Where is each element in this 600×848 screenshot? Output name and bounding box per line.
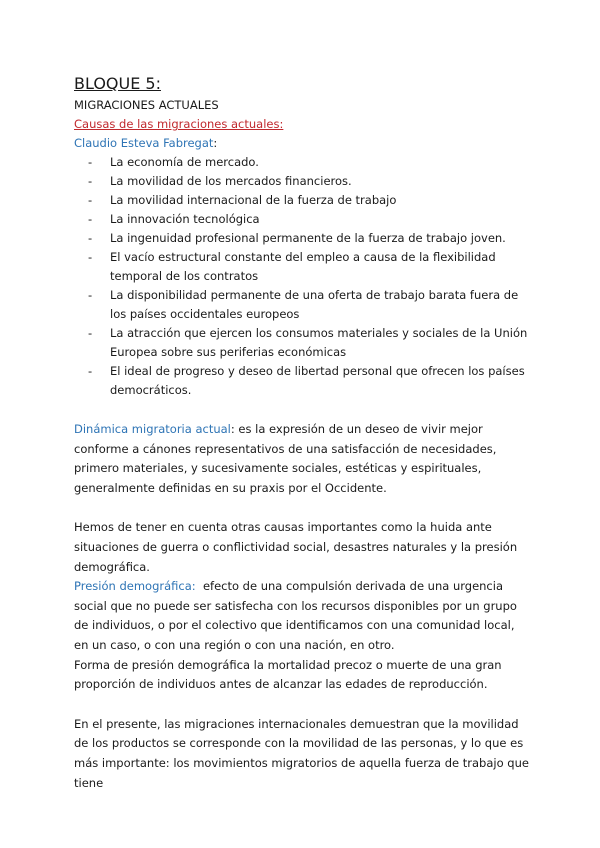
list-item	[88, 362, 530, 400]
otras-causas-paragraph: Hemos de tener en cuenta otras causas importantes como la huida ante situaciones de guerra o conflictividad social, desastres naturales y la presión demográfica.	[74, 520, 518, 574]
list-item-text: El vacío estructural constante del empleo a causa de la flexibilidad temporal de los contratos	[110, 250, 496, 283]
list-item-text: La economía de mercado.	[110, 155, 259, 169]
presion-text: efecto de una compulsión derivada de una urgencia social que no puede ser satisfecha con los recursos disponibles por un grupo de individuos, o por el colectivo que identificamos con una comunidad local, en un caso, o con una región o con una nación, en otro.	[74, 579, 521, 652]
list-item	[88, 229, 530, 248]
bullet-dash: -	[88, 326, 93, 340]
list-item	[88, 153, 530, 172]
dinamica-term: Dinámica migratoria actual	[74, 422, 231, 436]
block-title: BLOQUE 5:	[74, 74, 161, 93]
bullet-dash: -	[88, 212, 93, 226]
presion-term: Presión demográfica:	[74, 579, 196, 594]
bullet-dash: -	[88, 364, 93, 378]
author-line	[74, 134, 530, 153]
list-item-text: El ideal de progreso y deseo de libertad personal que ofrecen los países democráticos.	[110, 364, 525, 397]
list-item-text: La movilidad internacional de la fuerza de trabajo	[110, 193, 397, 207]
author-name: Claudio Esteva Fabregat	[74, 136, 214, 150]
spacer	[74, 400, 530, 420]
spacer	[74, 498, 530, 518]
author-colon: :	[213, 136, 218, 150]
forma-presion-paragraph: Forma de presión demográfica la mortalidad precoz o muerte de una gran proporción de individuos antes de alcanzar las edades de reproducción.	[74, 657, 502, 692]
bullet-dash: -	[88, 288, 93, 302]
list-item-text: La ingenuidad profesional permanente de la fuerza de trabajo joven.	[110, 231, 506, 245]
list-item-text: La movilidad de los mercados financieros.	[110, 174, 352, 188]
list-item	[88, 191, 530, 210]
list-item-text: La innovación tecnológica	[110, 212, 260, 226]
list-item	[88, 172, 530, 191]
bullet-dash: -	[88, 174, 93, 188]
spacer	[74, 695, 530, 715]
bullet-dash: -	[88, 250, 93, 264]
list-item	[88, 210, 530, 229]
section-subtitle: MIGRACIONES ACTUALES	[74, 98, 219, 112]
presente-paragraph: En el presente, las migraciones internacionales demuestran que la movilidad de los productos se corresponde con la movilidad de las personas, y lo que es más importante: los movimientos migratorios de aquella fuerza de trabajo que tiene	[74, 716, 529, 790]
list-item-text: La atracción que ejercen los consumos materiales y sociales de la Unión Europea sobre sus periferias económicas	[110, 326, 528, 359]
list-item	[88, 248, 530, 286]
list-item	[88, 324, 530, 362]
dinamica-paragraph	[74, 420, 530, 498]
causes-list	[74, 153, 530, 400]
causes-heading: Causas de las migraciones actuales:	[74, 117, 284, 131]
bullet-dash: -	[88, 155, 93, 169]
dinamica-text: : es la expresión de un deseo de vivir mejor conforme a cánones representativos de una satisfacción de necesidades, primero materiales, y sucesivamente sociales, estéticas y espirituales, generalmente definidas en su praxis por el Occidente.	[74, 422, 497, 495]
list-item	[88, 286, 530, 324]
list-item-text: La disponibilidad permanente de una oferta de trabajo barata fuera de los países occidentales europeos	[110, 288, 519, 321]
presion-paragraph	[74, 577, 530, 655]
bullet-dash: -	[88, 231, 93, 245]
bullet-dash: -	[88, 193, 93, 207]
